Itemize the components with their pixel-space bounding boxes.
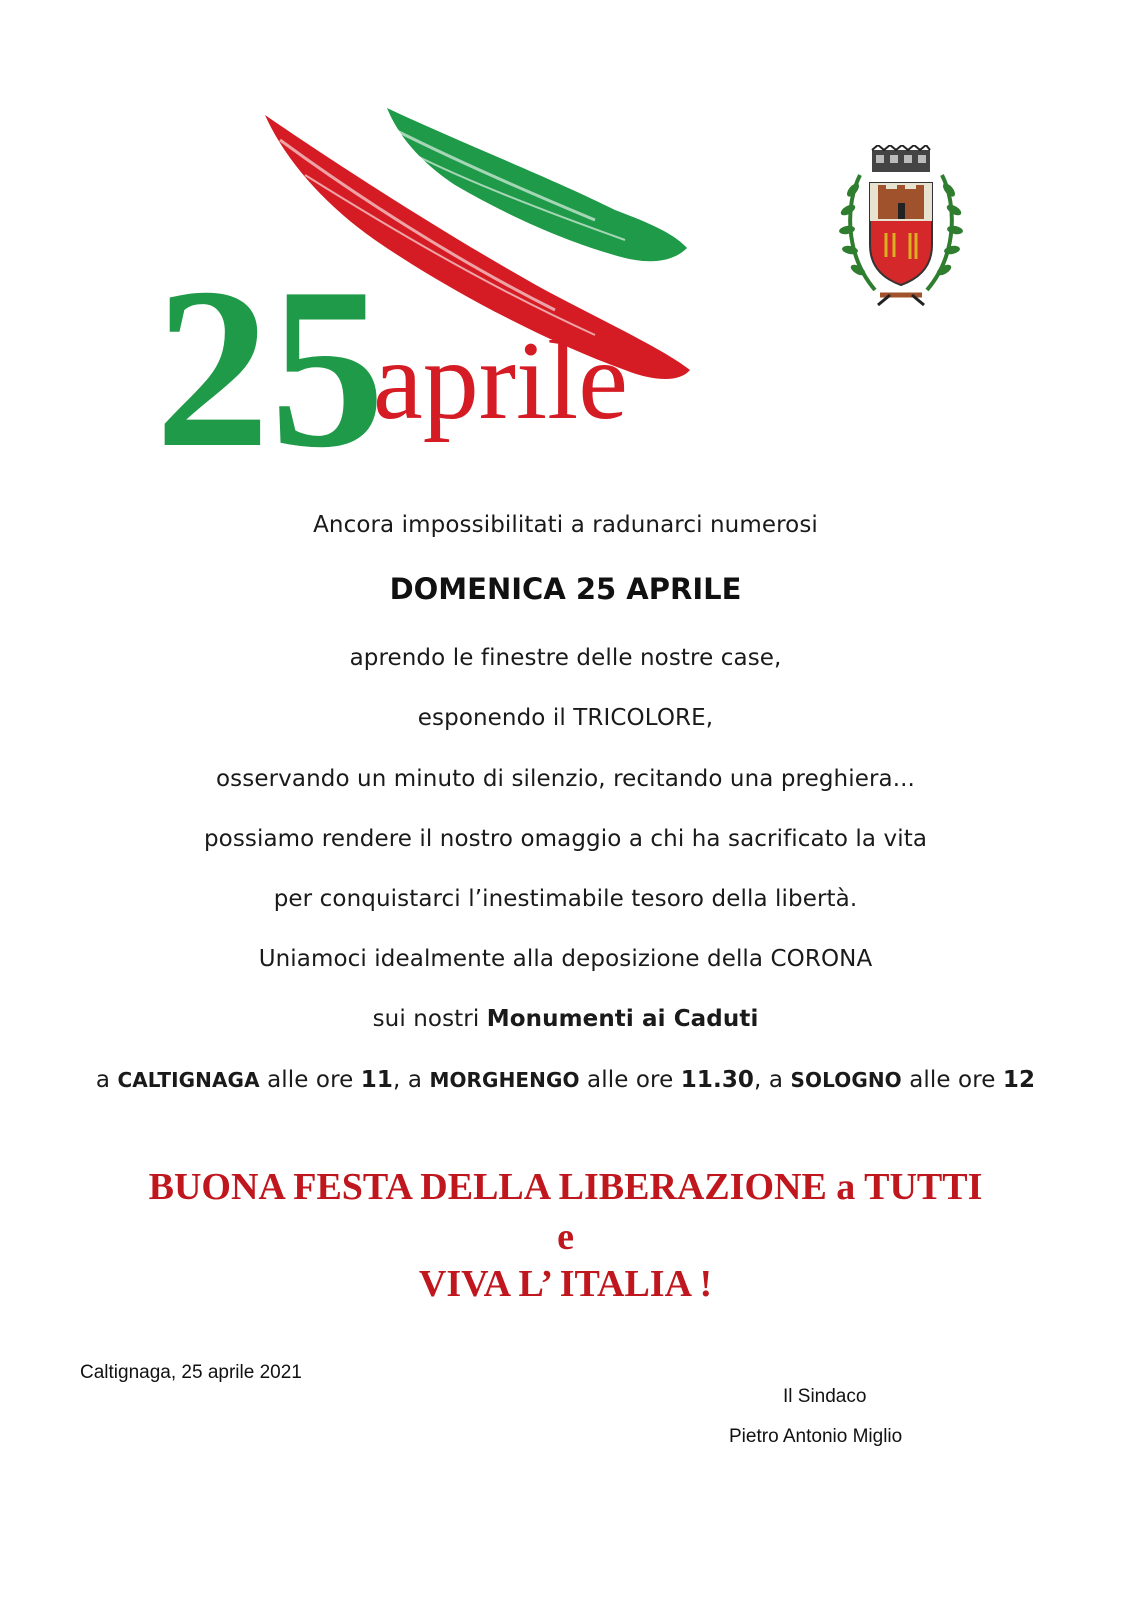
greeting-line-3: VIVA L’ ITALIA ! xyxy=(418,1263,713,1305)
place-sologno: SOLOGNO xyxy=(790,1068,902,1092)
schedule-line xyxy=(0,1067,1131,1093)
body-line-windows: aprendo le finestre delle nostre case, xyxy=(349,645,782,671)
time-morghengo: 11.30 xyxy=(680,1067,755,1093)
monuments-label: Monumenti ai Caduti xyxy=(486,1006,759,1032)
mayor-name: Pietro Antonio Miglio xyxy=(729,1426,903,1447)
date-headline: DOMENICA 25 APRILE xyxy=(389,572,742,606)
intro-line: Ancora impossibilitati a radunarci numerosi xyxy=(313,512,818,538)
body-line-freedom: per conquistarci l’inestimabile tesoro della libertà. xyxy=(273,886,858,912)
greeting-line-2: e xyxy=(557,1216,574,1258)
place-morghengo: MORGHENGO xyxy=(429,1068,580,1092)
schedule-text: alle ore xyxy=(259,1067,361,1093)
time-sologno: 12 xyxy=(1002,1067,1036,1093)
logo-word: aprile xyxy=(373,319,628,443)
body-line-homage: possiamo rendere il nostro omaggio a chi ha sacrificato la vita xyxy=(203,826,928,852)
body-line-corona: Uniamoci idealmente alla deposizione della CORONA xyxy=(258,946,873,972)
greeting-line-1: BUONA FESTA DELLA LIBERAZIONE a TUTTI xyxy=(148,1166,983,1208)
schedule-text: , a xyxy=(754,1067,791,1093)
place-caltignaga: CALTIGNAGA xyxy=(117,1068,260,1092)
mayor-role: Il Sindaco xyxy=(783,1386,867,1407)
schedule-text: a xyxy=(95,1067,118,1093)
time-caltignaga: 11 xyxy=(360,1067,394,1093)
coat-of-arms-icon xyxy=(820,145,980,315)
logo-number: 25 xyxy=(155,240,385,465)
schedule-text: , a xyxy=(393,1067,430,1093)
body-line-monuments xyxy=(0,1006,1131,1032)
body-line-silence: osservando un minuto di silenzio, recitando una preghiera... xyxy=(216,766,915,792)
schedule-text: alle ore xyxy=(901,1067,1003,1093)
monuments-prefix: sui nostri xyxy=(372,1006,487,1032)
body-line-tricolore: esponendo il TRICOLORE, xyxy=(417,705,714,731)
schedule-text: alle ore xyxy=(579,1067,681,1093)
place-date: Caltignaga, 25 aprile 2021 xyxy=(80,1362,302,1383)
25-aprile-logo xyxy=(155,100,730,465)
